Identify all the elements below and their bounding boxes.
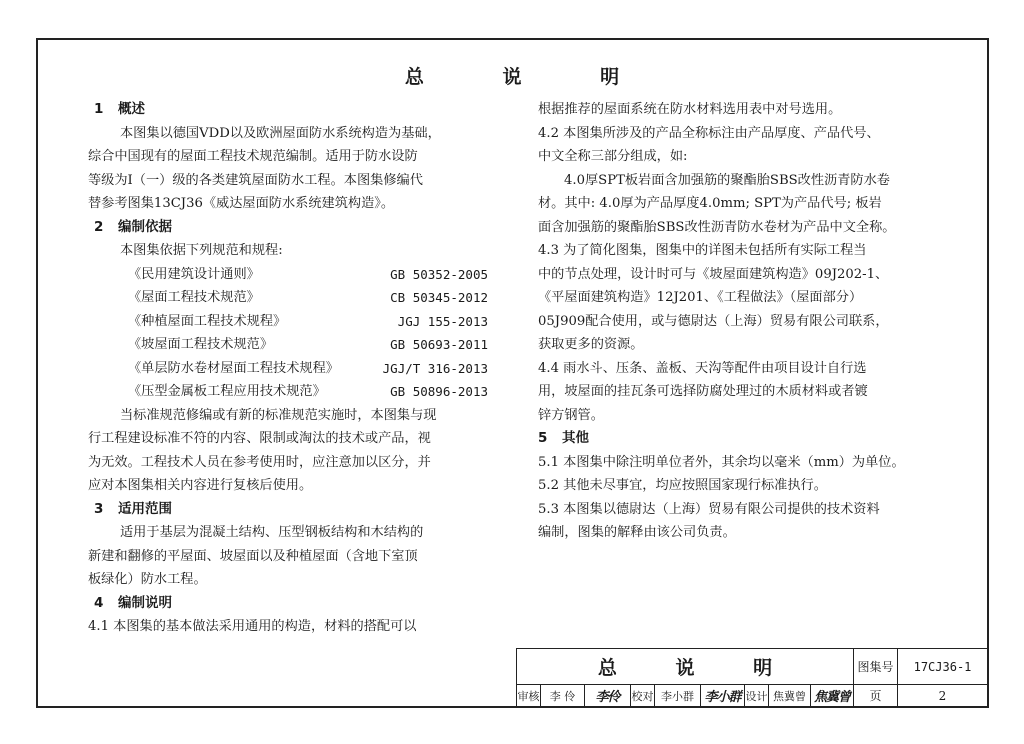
paragraph-line: 锌方钢管。 [538,407,604,423]
paragraph-line: 5.1 本图集中除注明单位者外，其余均以毫米（mm）为单位。 [538,454,905,470]
paragraph-line: 等级为Ⅰ（一）级的各类建筑屋面防水工程。本图集修编代 [88,172,423,188]
paragraph-line: 替参考图集13CJ36《威达屋面防水系统建筑构造》。 [88,196,395,211]
page-label: 页 [854,685,898,707]
paragraph-line: 5.2 其他未尽事宜，均应按照国家现行标准执行。 [538,478,827,493]
paragraph-line: 中的节点处理，设计时可与《坡屋面建筑构造》09J202-1、 [538,266,889,282]
page-title: 总 说 明 [404,66,656,88]
paragraph-line: 材。其中: 4.0厚为产品厚度4.0mm; SPT为产品代号; 板岩 [538,196,882,211]
design-signature: 焦冀曾 [811,685,854,707]
paragraph-line: 4.1 本图集的基本做法采用通用的构造，材料的搭配可以 [88,619,417,634]
review-label: 审核 [517,685,541,707]
paragraph-line: 根据推荐的屋面系统在防水材料选用表中对号选用。 [538,102,842,117]
paragraph-line: 为无效。工程技术人员在参考使用时，应注意加以区分，并 [88,454,431,470]
section-heading: 4 编制说明 [94,594,172,611]
paragraph-line: 本图集以德国VDD以及欧洲屋面防水系统构造为基础， [120,125,441,141]
standard-row: 《种植屋面工程技术规程》 JGJ 155-2013 [128,313,488,329]
atlas-number: 17CJ36-1 [898,649,988,685]
section-heading: 5 其他 [538,430,589,446]
paragraph-line: 4.4 雨水斗、压条、盖板、天沟等配件由项目设计自行选 [538,360,867,376]
check-label: 校对 [631,685,655,707]
page-number: 2 [898,685,988,707]
paragraph-line: 当标准规范修编或有新的标准规范实施时，本图集与现 [120,407,437,423]
check-signature: 李小群 [701,685,745,707]
review-name: 李 伶 [541,685,585,707]
standard-row: 《单层防水卷材屋面工程技术规程》 JGJ/T 316-2013 [128,360,488,376]
paragraph-line: 4.0厚SPT板岩面含加强筋的聚酯胎SBS改性沥青防水卷 [564,172,890,188]
paragraph-line: 本图集依据下列规范和规程: [120,243,283,258]
standard-row: 《民用建筑设计通则》 GB 50352-2005 [128,266,488,282]
paragraph-line: 面含加强筋的聚酯胎SBS改性沥青防水卷材为产品中文全称。 [538,219,896,235]
paragraph-line: 中文全称三部分组成，如: [538,149,688,164]
section-heading: 3 适用范围 [94,500,172,517]
standard-row: 《压型金属板工程应用技术规范》 GB 50896-2013 [128,384,488,399]
title-block [516,648,987,706]
check-name: 李小群 [655,685,701,707]
standard-row: 《坡屋面工程技术规范》 GB 50693-2011 [128,337,488,352]
paragraph-line: 新建和翻修的平屋面、坡屋面以及种植屋面（含地下室顶 [88,548,418,564]
paragraph-line: 行工程建设标准不符的内容、限制或淘汰的技术或产品，视 [88,431,431,446]
review-signature: 李伶 [585,685,631,707]
design-label: 设计 [745,685,769,707]
paragraph-line: 《平屋面建筑构造》12J201、《工程做法》（屋面部分） [538,290,863,305]
section-heading: 1 概述 [94,101,145,117]
right-column [538,98,948,545]
paragraph-line: 应对本图集相关内容进行复核后使用。 [88,478,313,493]
section-heading: 2 编制依据 [94,218,172,235]
standard-row: 《屋面工程技术规范》 CB 50345-2012 [128,290,488,305]
design-name: 焦冀曾 [769,685,811,707]
title-block-title: 总 说 明 [517,649,854,685]
left-column [88,98,494,639]
paragraph-line: 5.3 本图集以德尉达（上海）贸易有限公司提供的技术资料 [538,501,880,517]
paragraph-line: 05J909配合使用，或与德尉达（上海）贸易有限公司联系， [538,313,889,329]
paragraph-line: 编制，图集的解释由该公司负责。 [538,525,736,540]
paragraph-line: 4.3 为了简化图集，图集中的详图未包括所有实际工程当 [538,243,867,258]
paragraph-line: 综合中国现有的屋面工程技术规范编制。适用于防水设防 [88,149,418,164]
paragraph-line: 板绿化）防水工程。 [88,572,207,587]
paragraph-line: 用，坡屋面的挂瓦条可选择防腐处理过的木质材料或者镀 [538,384,868,399]
paragraph-line: 4.2 本图集所涉及的产品全称标注由产品厚度、产品代号、 [538,125,880,141]
paragraph-line: 适用于基层为混凝土结构、压型钢板结构和木结构的 [120,525,424,540]
atlas-label: 图集号 [854,649,898,685]
paragraph-line: 获取更多的资源。 [538,337,644,352]
